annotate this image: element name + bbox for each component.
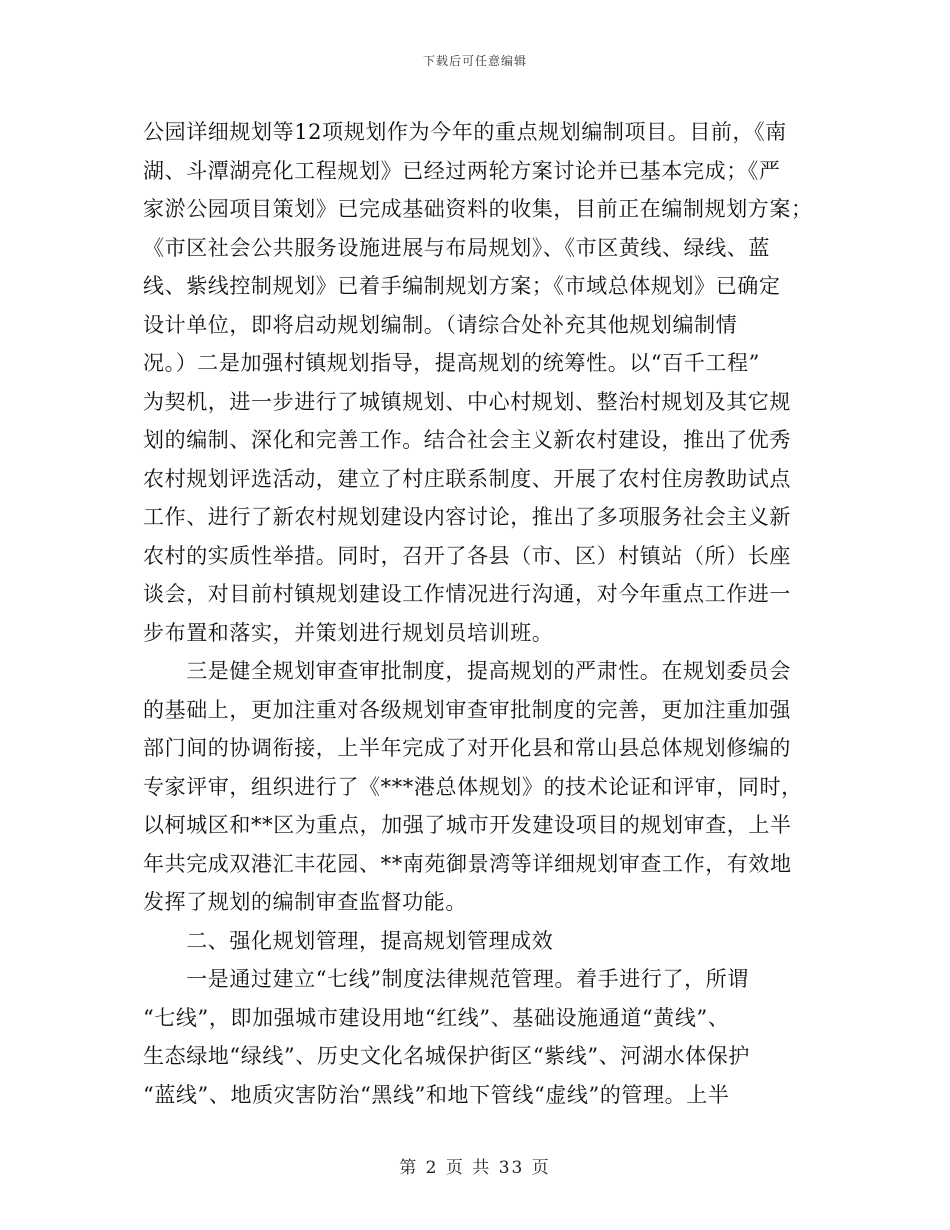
text-line: 设计单位，即将启动规划编制。（请综合处补充其他规划编制情 [143,312,738,337]
text-line: 生态绿地“绿线”、历史文化名城保护街区“紫线”、河湖水体保护 [143,1044,750,1068]
text-line: “七线”，即加强城市建设用地“红线”、基础设施通道“黄线”、 [143,1005,730,1030]
text-line: 谈会，对目前村镇规划建设工作情况进行沟通，对今年重点工作进一 [143,582,791,606]
section-heading: 二、强化规划管理，提高规划管理成效 [143,928,554,953]
text-line: 以柯城区和**区为重点，加强了城市开发建设项目的规划审查，上半 [143,813,792,837]
page-header-note: 下载后可任意编辑 [422,54,527,68]
page-number-footer: 第 2 页 共 33 页 [399,1158,551,1178]
text-line: 步布置和落实，并策划进行规划员培训班。 [143,620,554,645]
text-line: 一是通过建立“七线”制度法律规范管理。着手进行了，所谓 [143,967,749,991]
text-line: 专家评审，组织进行了《***港总体规划》的技术论证和评审，同时， [143,774,803,799]
text-line: 湖、斗潭湖亮化工程规划》已经过两轮方案讨论并已基本完成；《严 [143,158,781,183]
text-line: 家淤公园项目策划》已完成基础资料的收集，目前正在编制规划方案； [143,197,813,221]
text-line: 三是健全规划审查审批制度，提高规划的严肃性。在规划委员会 [143,659,791,683]
text-line: 农村的实质性举措。同时，召开了各县（市、区）村镇站（所）长座 [143,543,791,568]
text-line: 农村规划评选活动，建立了村庄联系制度、开展了农村住房教助试点 [143,466,791,491]
text-line: 况。）二是加强村镇规划指导，提高规划的统筹性。以“百千工程” [143,351,760,375]
text-line: 的基础上，更加注重对各级规划审查审批制度的完善，更加注重加强 [143,697,791,722]
text-line: 为契机，进一步进行了城镇规划、中心村规划、整治村规划及其它规 [143,389,791,414]
text-line: 线、紫线控制规划》已着手编制规划方案；《市域总体规划》已确定 [143,274,781,298]
text-line: 工作、进行了新农村规划建设内容讨论，推出了多项服务社会主义新 [143,505,791,529]
text-line: 公园详细规划等12项规划作为今年的重点规划编制项目。目前，《南 [143,120,787,144]
text-line: 划的编制、深化和完善工作。结合社会主义新农村建设，推出了优秀 [143,428,791,452]
text-line: 部门间的协调衔接，上半年完成了对开化县和常山县总体规划修编的 [143,736,791,760]
text-line: 《市区社会公共服务设施进展与布局规划》、《市区黄线、绿线、蓝 [143,235,770,260]
document-body [143,113,813,1114]
text-line: “蓝线”、地质灾害防治“黑线”和地下管线“虚线”的管理。上半 [143,1082,730,1107]
text-line: 发挥了规划的编制审查监督功能。 [143,890,467,914]
text-line: 年共完成双港汇丰花园、**南苑御景湾等详细规划审查工作，有效地 [143,851,792,876]
